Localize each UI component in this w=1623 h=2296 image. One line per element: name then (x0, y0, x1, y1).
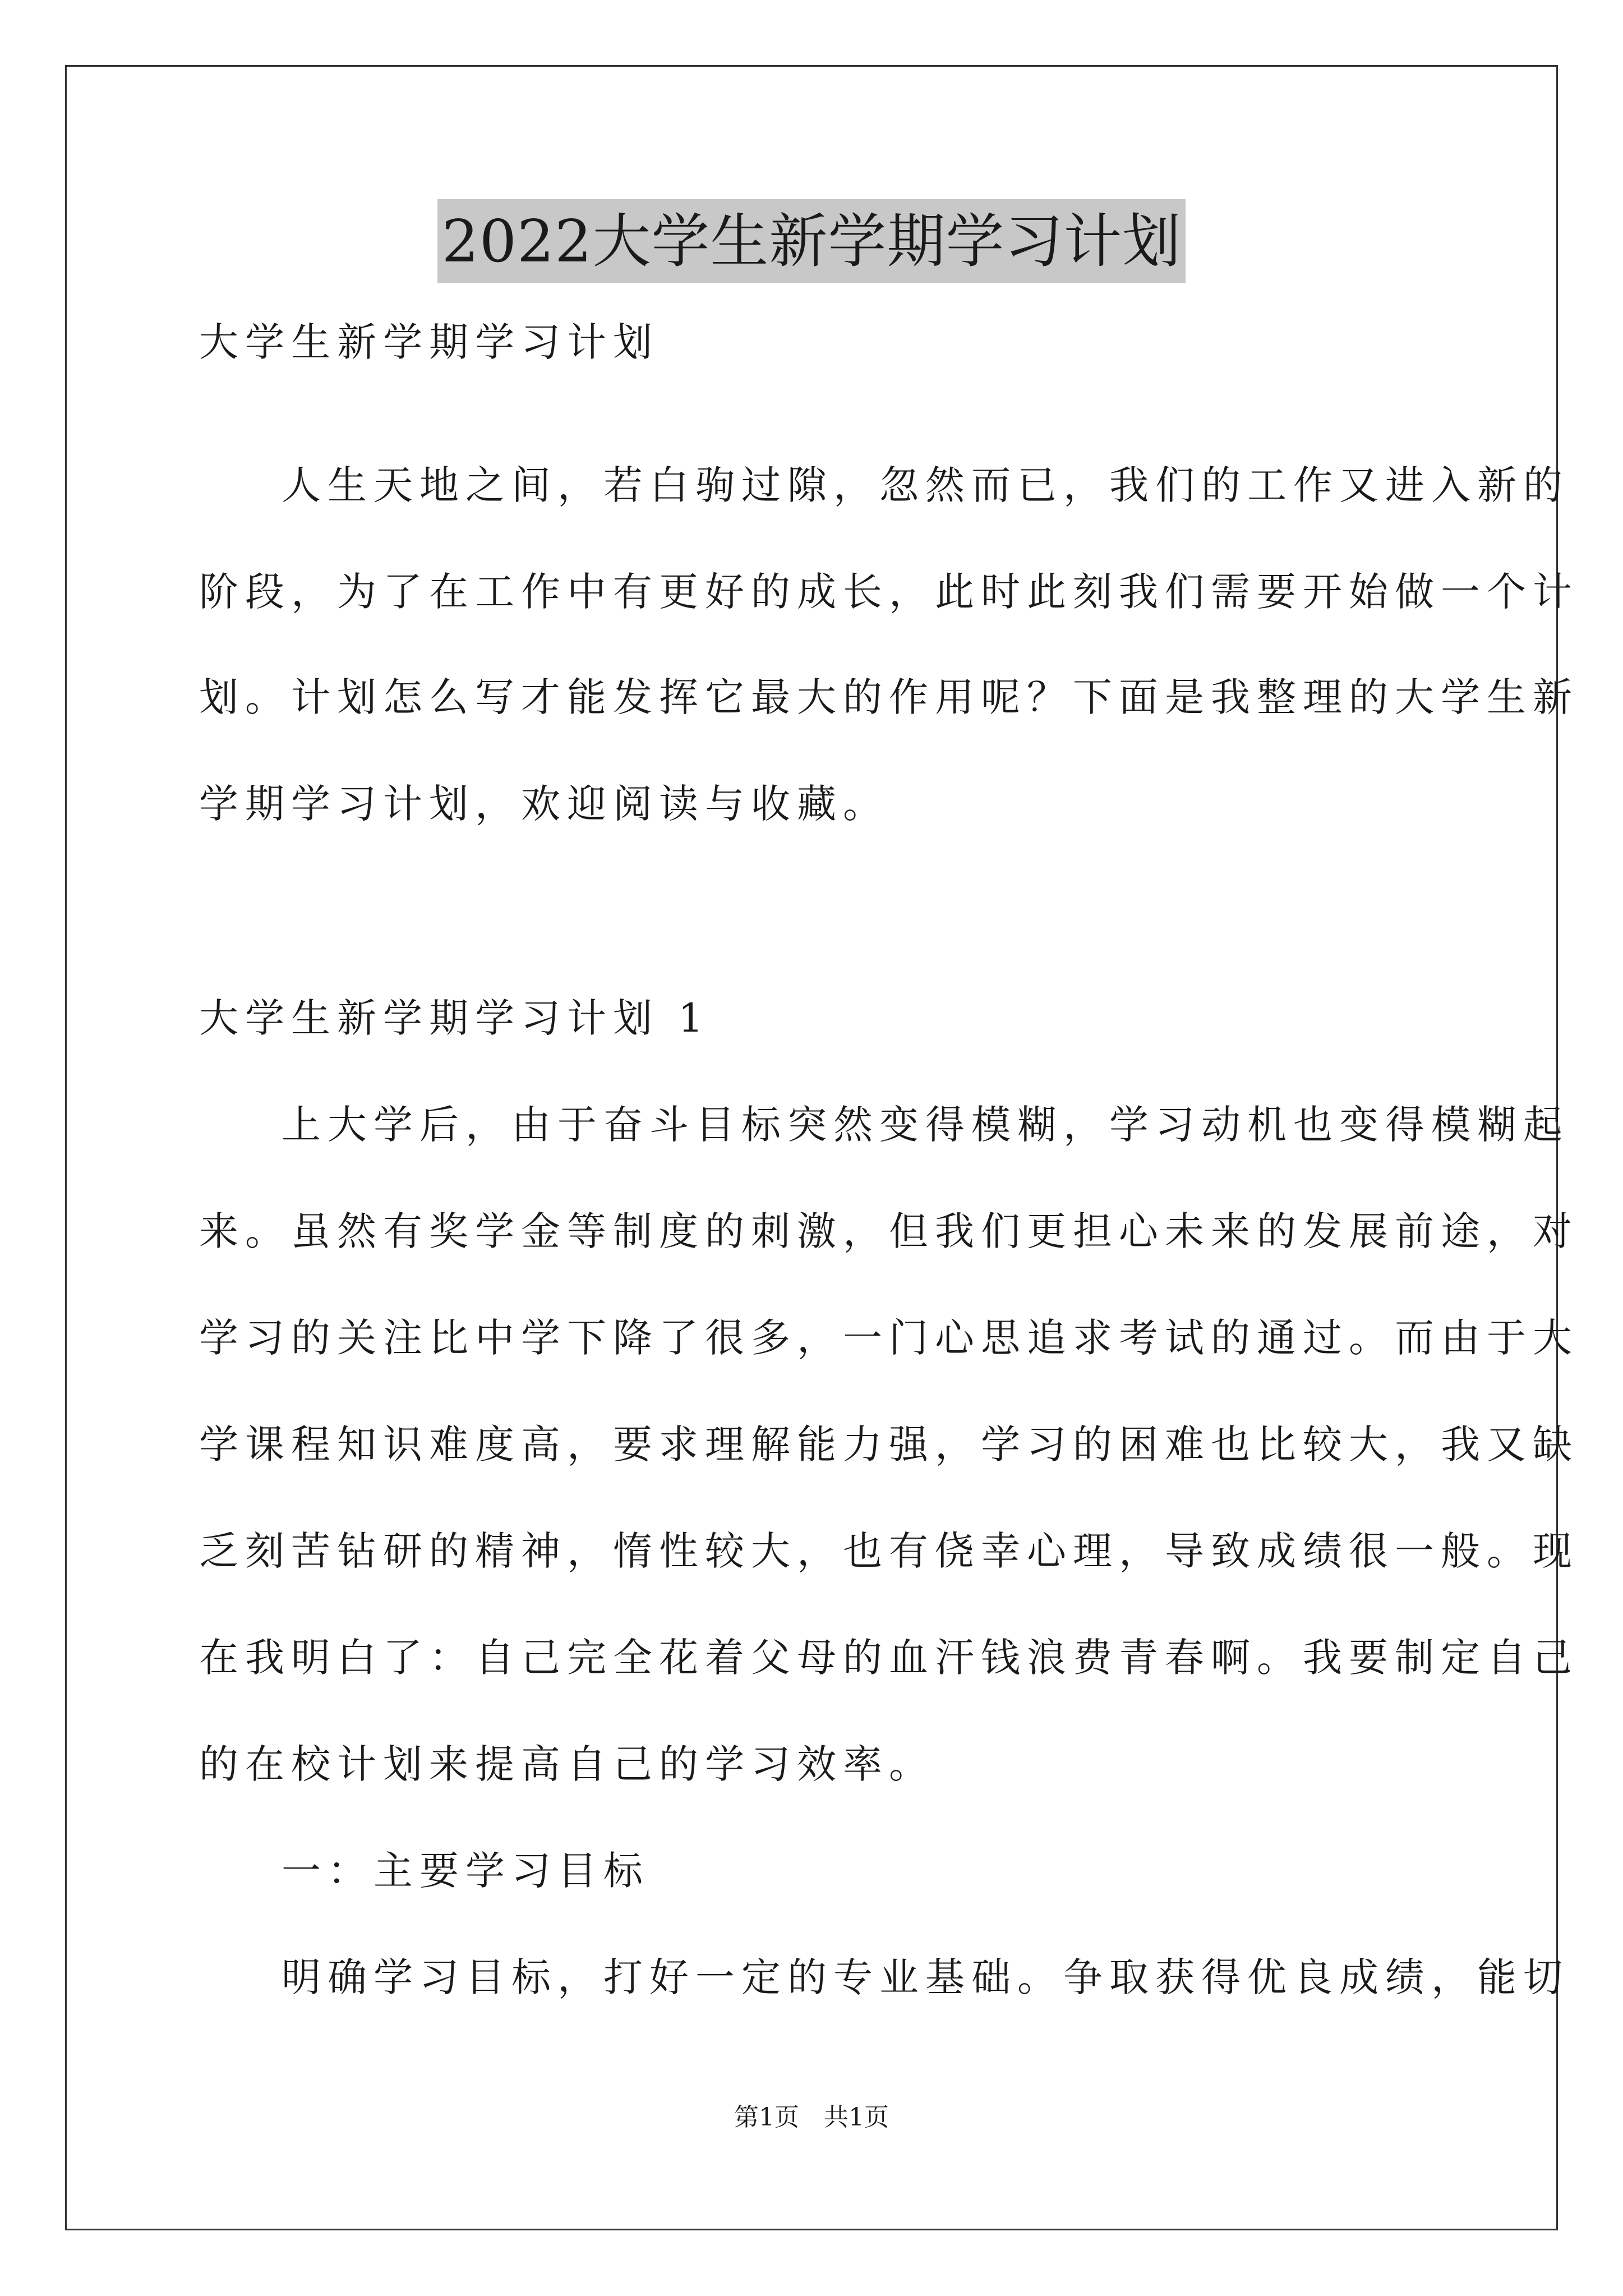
paragraph-line: 上大学后，由于奋斗目标突然变得模糊，学习动机也变得模糊起 (282, 1102, 1569, 1148)
paragraph-line: 学期学习计划，欢迎阅读与收藏。 (199, 781, 889, 827)
paragraph-line: 明确学习目标，打好一定的专业基础。争取获得优良成绩，能切 (282, 1954, 1569, 2000)
paragraph-line: 人生天地之间，若白驹过隙，忽然而已，我们的工作又进入新的 (282, 462, 1569, 508)
title-container (0, 199, 1623, 283)
paragraph-line: 来。虽然有奖学金等制度的刺激，但我们更担心未来的发展前途，对 (199, 1208, 1579, 1254)
section-heading-intro: 大学生新学期学习计划 (199, 319, 659, 365)
paragraph-line: 阶段，为了在工作中有更好的成长，此时此刻我们需要开始做一个计 (199, 569, 1579, 615)
paragraph-line: 划。计划怎么写才能发挥它最大的作用呢？下面是我整理的大学生新 (199, 674, 1579, 720)
paragraph-line: 学课程知识难度高，要求理解能力强，学习的困难也比较大，我又缺 (199, 1421, 1579, 1467)
page-footer: 第1页 共1页 (734, 2103, 889, 2132)
document-title: 2022大学生新学期学习计划 (437, 199, 1186, 283)
paragraph-line: 乏刻苦钻研的精神，惰性较大，也有侥幸心理，导致成绩很一般。现 (199, 1528, 1579, 1574)
section-heading-plan-1: 大学生新学期学习计划 1 (199, 995, 710, 1041)
paragraph-line: 学习的关注比中学下降了很多，一门心思追求考试的通过。而由于大 (199, 1315, 1579, 1361)
paragraph-line: 的在校计划来提高自己的学习效率。 (199, 1741, 935, 1787)
subheading-main-goals: 一：主要学习目标 (282, 1848, 649, 1894)
paragraph-line: 在我明白了：自己完全花着父母的血汗钱浪费青春啊。我要制定自己 (199, 1635, 1579, 1681)
